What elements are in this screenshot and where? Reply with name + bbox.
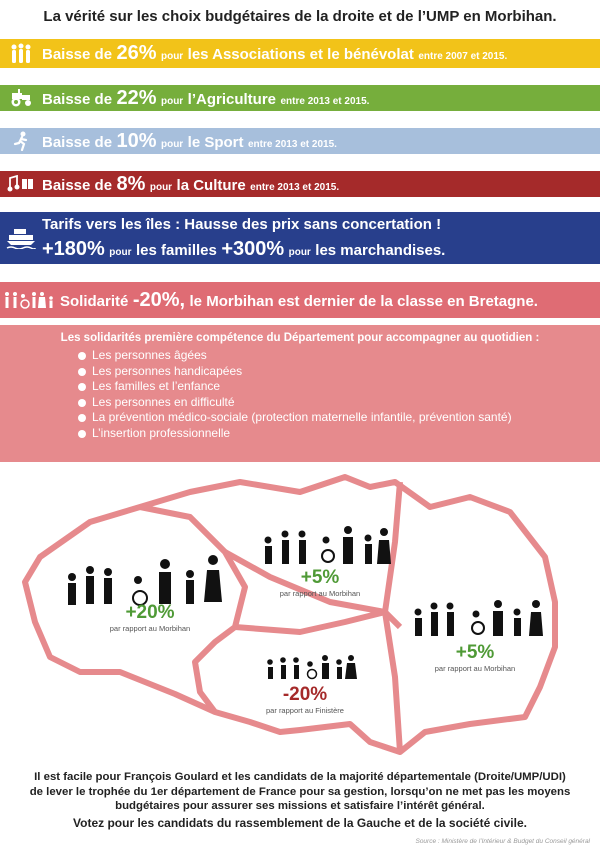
family-icon xyxy=(0,291,60,309)
band-subject: l’Agriculture xyxy=(187,90,277,108)
solidarites-heading: Les solidarités première compétence du Département pour accompagner au quotidien : xyxy=(60,332,540,344)
footer-line: Il est facile pour François Goulard et les candidats de la majorité départementale (Droite/UMP/UDI) xyxy=(34,771,566,783)
band-pour: pour xyxy=(149,181,173,193)
iles-value-familles: +180% xyxy=(42,237,105,260)
people-pictograms-morbihan xyxy=(267,655,357,679)
band-agriculture xyxy=(0,85,600,111)
people-pictograms-east xyxy=(415,600,544,636)
band-value: 22% xyxy=(116,86,157,109)
tractor-icon xyxy=(0,89,42,107)
region-east-label xyxy=(420,642,530,673)
region-morbihan-label xyxy=(250,684,360,715)
band-subject: le Sport xyxy=(187,133,244,151)
band-prefix: Baisse de xyxy=(42,90,113,108)
list-item: Les personnes en difficulté xyxy=(78,395,600,411)
band-prefix: Baisse de xyxy=(42,46,113,63)
iles-value-marchandises: +300% xyxy=(221,237,285,260)
region-value: +20% xyxy=(125,602,175,623)
band-prefix: Baisse de xyxy=(42,176,113,194)
band-prefix: Baisse de xyxy=(42,133,113,151)
list-item: Les personnes âgées xyxy=(78,348,600,364)
people-icon xyxy=(0,43,42,65)
solidarite-label: Solidarité xyxy=(60,292,129,310)
band-period: entre 2007 et 2015. xyxy=(418,51,508,62)
region-value: +5% xyxy=(455,642,495,663)
band-subject: la Culture xyxy=(176,176,246,194)
solidarites-list xyxy=(0,348,600,442)
band-solidarite xyxy=(0,282,600,318)
band-period: entre 2013 et 2015. xyxy=(247,138,337,150)
band-sport xyxy=(0,128,600,154)
region-sub: par rapport au Morbihan xyxy=(109,624,191,633)
footer xyxy=(0,770,600,830)
region-value: -20% xyxy=(282,684,328,705)
page-title: La vérité sur les choix budgétaires de la droite et de l’UMP en Morbihan. xyxy=(43,8,557,25)
runner-icon xyxy=(0,131,42,151)
iles-subject-familles: les familles xyxy=(135,241,217,259)
solidarite-value: -20%, xyxy=(132,288,186,311)
border-morbihan xyxy=(235,612,385,632)
source-note: Source : Ministère de l’Intérieur & Budget du Conseil général xyxy=(415,838,590,845)
region-sub: par rapport au Morbihan xyxy=(434,664,516,673)
list-item: L’insertion professionnelle xyxy=(78,426,600,442)
band-value: 10% xyxy=(116,129,157,152)
footer-line: budgétaires pour assurer ses missions et satisfaire l’intérêt général. xyxy=(115,800,485,812)
footer-line: de lever le trophée du 1er département de France pour sa gestion, lorsqu’on ne met pas les moyens xyxy=(29,785,571,798)
bretagne-map xyxy=(0,462,600,767)
band-culture xyxy=(0,171,600,197)
iles-headline: Tarifs vers les îles : Hausse des prix sans concertation ! xyxy=(42,215,442,233)
band-period: entre 2013 et 2015. xyxy=(250,181,340,193)
band-value: 8% xyxy=(116,172,146,195)
band-value: 26% xyxy=(116,42,157,64)
people-pictograms-north xyxy=(265,526,392,564)
band-associations xyxy=(0,39,600,68)
region-sub: par rapport au Finistère xyxy=(266,706,344,715)
band-period: entre 2013 et 2015. xyxy=(280,95,370,107)
solidarites-box xyxy=(0,325,600,462)
band-pour: pour xyxy=(288,246,311,258)
people-pictograms-west xyxy=(68,555,222,605)
band-pour: pour xyxy=(160,95,184,107)
music-book-icon xyxy=(0,175,42,193)
region-west-label xyxy=(95,602,205,633)
band-iles xyxy=(0,212,600,264)
ferry-icon xyxy=(0,227,42,249)
footer-call-to-action: Votez pour les candidats du rassemblement de la Gauche et de la société civile. xyxy=(73,815,527,830)
band-pour: pour xyxy=(160,51,184,62)
list-item: Les personnes handicapées xyxy=(78,364,600,380)
iles-subject-marchandises: les marchandises. xyxy=(315,241,446,259)
region-sub: par rapport au Morbihan xyxy=(279,589,361,598)
band-subject: les Associations et le bénévolat xyxy=(187,46,414,63)
region-value: +5% xyxy=(300,567,340,588)
region-north-label xyxy=(265,567,375,598)
band-pour: pour xyxy=(160,138,184,150)
band-pour: pour xyxy=(109,246,132,258)
list-item: La prévention médico-sociale (protection maternelle infantile, prévention santé) xyxy=(78,410,600,426)
solidarite-text: le Morbihan est dernier de la classe en Bretagne. xyxy=(189,292,538,310)
list-item: Les familles et l’enfance xyxy=(78,379,600,395)
